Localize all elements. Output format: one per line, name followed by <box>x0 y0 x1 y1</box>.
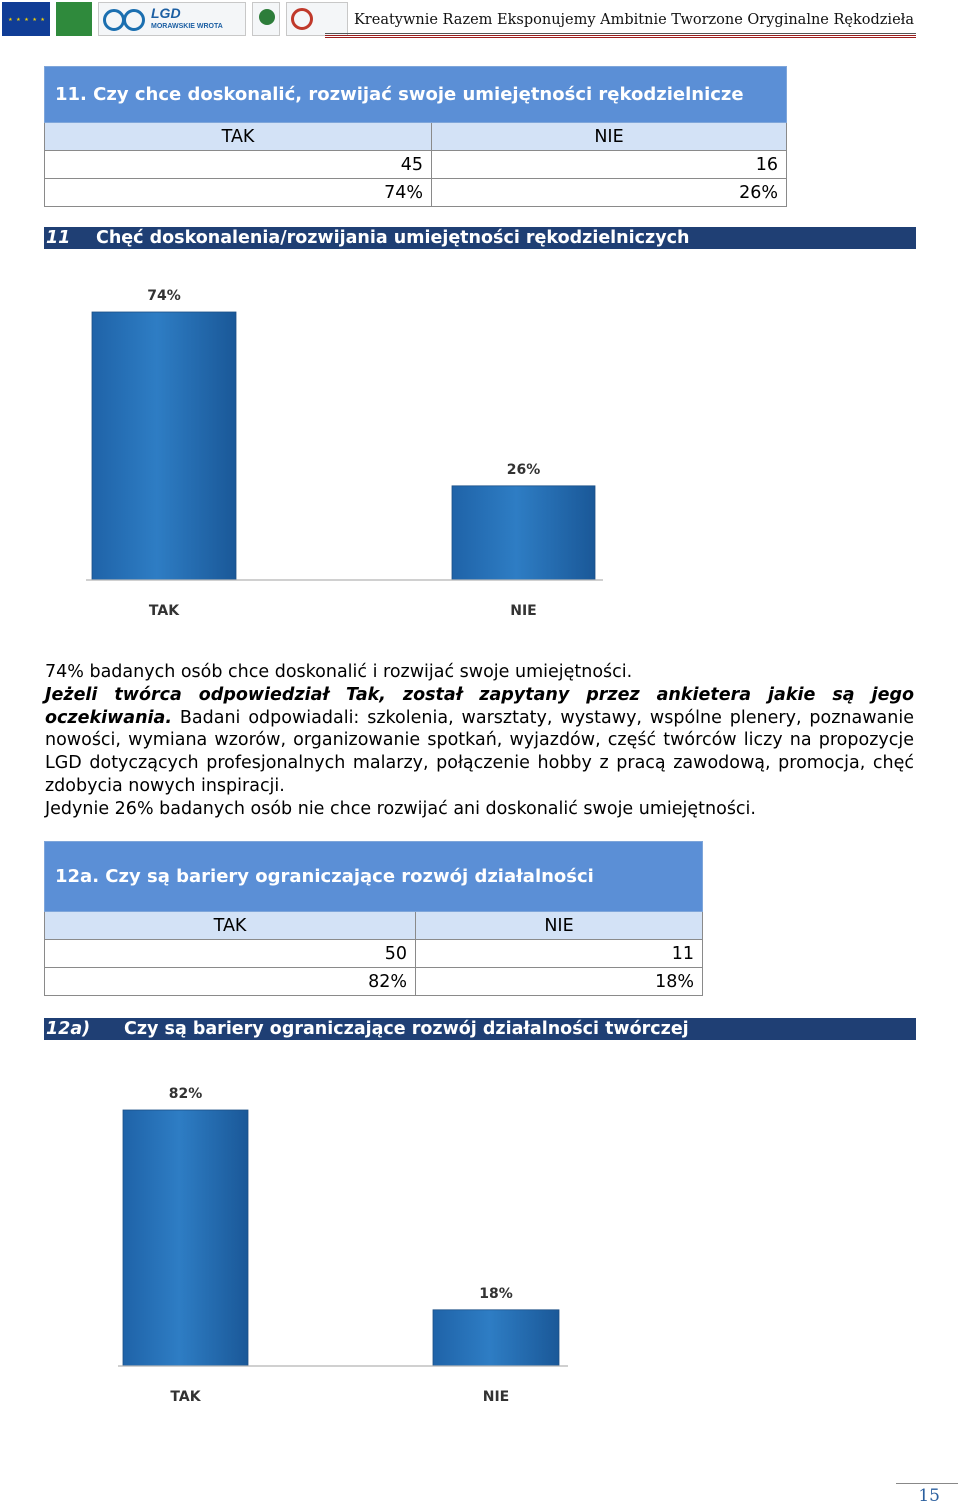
q11-pct-yes: 74% <box>45 179 432 207</box>
header-title: Kreatywnie Razem Eksponujemy Ambitnie Tworzone Oryginalne Rękodzieła <box>353 12 914 28</box>
category-label-tak: TAK <box>148 603 180 619</box>
data-label-nie: 26% <box>506 461 541 478</box>
q11-caption-text: Chęć doskonalenia/rozwijania umiejętności rękodzielniczych <box>96 228 690 248</box>
q12a-count-no: 11 <box>416 940 703 968</box>
q12a-head-yes: TAK <box>45 912 416 940</box>
q12a-caption-number: 12a) <box>46 1019 91 1039</box>
category-label-nie: NIE <box>482 1389 510 1405</box>
category-label-nie: NIE <box>510 603 537 619</box>
q11-pct-no: 26% <box>432 179 787 207</box>
bar-tak <box>123 1110 248 1366</box>
page-number-rule <box>896 1483 958 1484</box>
q12a-head-no: NIE <box>416 912 703 940</box>
category-label-tak: TAK <box>170 1389 201 1405</box>
page-number: 15 <box>918 1486 940 1506</box>
eu-flag-logo: ★ ★ ★ ★ ★ <box>2 2 50 36</box>
body-answers: Badani odpowiadali: szkolenia, warsztaty, wystawy, wspólne plenery, poznawanie nowości, wymiana wzorów, organizowanie spotkań, wyjazdów, część twórców liczy na propozycje LGD dotyczących profesjonalnych malarzy, połączenie hobby z pracą zawodową, promocja, chęć zdobycia nowych inspiracji. <box>45 707 914 796</box>
q11-caption-number: 11 <box>46 228 71 248</box>
q11-count-no: 16 <box>432 151 787 179</box>
q11-title: 11. Czy chce doskonalić, rozwijać swoje umiejętności rękodzielnicze <box>45 67 787 123</box>
data-label-nie: 18% <box>479 1285 513 1302</box>
q11-count-yes: 45 <box>45 151 432 179</box>
q12a-pct-yes: 82% <box>45 968 416 996</box>
body-last-line: Jedynie 26% badanych osób nie chce rozwijać ani doskonalić swoje umiejętności. <box>45 798 756 819</box>
q12a-caption-text: Czy są bariery ograniczające rozwój działalności twórczej <box>124 1019 689 1039</box>
body-line-1: 74% badanych osób chce doskonalić i rozwijać swoje umiejętności. <box>45 662 633 682</box>
lgd-logo-text: LGD <box>151 5 181 21</box>
q11-head-no: NIE <box>432 123 787 151</box>
bar-nie <box>433 1310 559 1366</box>
q12a-pct-no: 18% <box>416 968 703 996</box>
data-label-tak: 82% <box>168 1086 203 1102</box>
data-label-tak: 74% <box>147 288 181 304</box>
lgd-logo-subtext: MORAWSKIE WROTA <box>151 23 223 30</box>
q12a-count-yes: 50 <box>45 940 416 968</box>
body-bold-question: Jeżeli twórca odpowiedział Tak, został zapytany przez ankietera jakie są jego oczekiwania. <box>45 684 914 728</box>
q12a-title: 12a. Czy są bariery ograniczające rozwój działalności <box>45 842 703 912</box>
q11-head-yes: TAK <box>45 123 432 151</box>
